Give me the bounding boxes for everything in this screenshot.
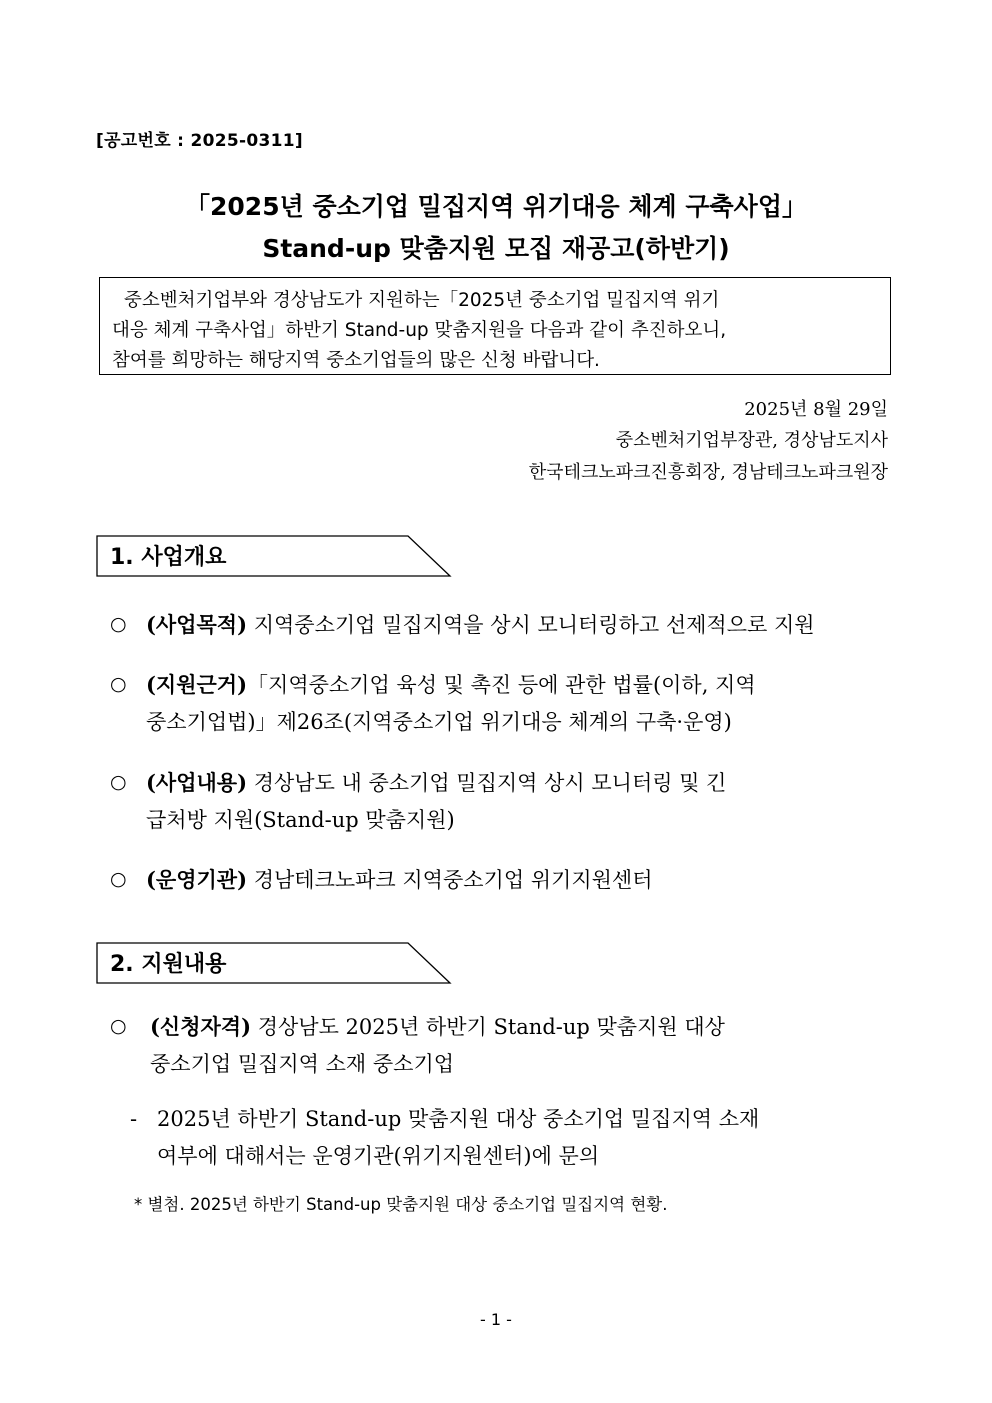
- intro-line3: 참여를 희망하는 해당지역 중소기업들의 많은 신청 바랍니다.: [112, 350, 600, 371]
- item-label: (지원근거): [146, 672, 248, 697]
- item-text: 「지역중소기업 육성 및 촉진 등에 관한 법률(이하, 지역: [247, 673, 756, 697]
- item-text: 경상남도 내 중소기업 밀집지역 상시 모니터링 및 긴: [247, 771, 727, 795]
- attachment-note: * 별첨. 2025년 하반기 Stand-up 맞춤지원 대상 중소기업 밀집지역 현황.: [134, 1195, 668, 1214]
- document-title-line2: Stand-up 맞춤지원 모집 재공고(하반기): [262, 234, 730, 263]
- page-number: - 1 -: [480, 1310, 512, 1329]
- bullet-icon: ○: [110, 771, 127, 793]
- list-item: [110, 764, 900, 839]
- bullet-icon: ○: [110, 673, 127, 695]
- item-text: 지역중소기업 밀집지역을 상시 모니터링하고 선제적으로 지원: [247, 613, 815, 637]
- intro-box: [99, 277, 891, 375]
- bullet-icon: ○: [110, 613, 127, 635]
- sub-list-item: [130, 1101, 900, 1175]
- section2-heading-tab: [96, 942, 452, 984]
- document-title-line1: 「2025년 중소기업 밀집지역 위기대응 체계 구축사업」: [185, 192, 807, 221]
- item-label: (사업목적): [146, 612, 248, 637]
- signatory-line2: 한국테크노파크진흥회장, 경남테크노파크원장: [528, 462, 888, 483]
- item-text: 경남테크노파크 지역중소기업 위기지원센터: [247, 868, 653, 892]
- item-label: (운영기관): [146, 867, 248, 892]
- section1-heading-tab: [96, 535, 452, 577]
- item-text: 경상남도 2025년 하반기 Stand-up 맞춤지원 대상: [251, 1015, 725, 1039]
- list-item: [110, 1008, 900, 1083]
- item-label: (신청자격): [150, 1014, 252, 1039]
- section1-heading: 1. 사업개요: [110, 545, 227, 570]
- intro-line2: 대응 체계 구축사업」하반기 Stand-up 맞춤지원을 다음과 같이 추진하오니,: [112, 320, 727, 341]
- item-text-cont: 급처방 지원(Stand-up 맞춤지원): [146, 808, 455, 832]
- sub-item-text: 2025년 하반기 Stand-up 맞춤지원 대상 중소기업 밀집지역 소재: [157, 1107, 760, 1131]
- item-label: (사업내용): [146, 770, 248, 795]
- notice-number: [공고번호 : 2025-0311]: [96, 131, 303, 151]
- signatory-line1: 중소벤처기업부장관, 경상남도지사: [615, 430, 888, 451]
- section2-heading: 2. 지원내용: [110, 952, 227, 977]
- dash-icon: -: [130, 1107, 138, 1131]
- bullet-icon: ○: [110, 868, 127, 890]
- item-text-cont: 중소기업법)」제26조(지역중소기업 위기대응 체계의 구축·운영): [146, 710, 732, 734]
- list-item: [110, 606, 900, 644]
- announcement-date: 2025년 8월 29일: [744, 399, 888, 420]
- sub-item-text-cont: 여부에 대해서는 운영기관(위기지원센터)에 문의: [157, 1144, 600, 1168]
- intro-line1: 중소벤처기업부와 경상남도가 지원하는「2025년 중소기업 밀집지역 위기: [124, 290, 720, 311]
- item-text-cont: 중소기업 밀집지역 소재 중소기업: [150, 1052, 455, 1076]
- bullet-icon: ○: [110, 1015, 127, 1037]
- list-item: [110, 861, 900, 899]
- list-item: [110, 666, 900, 741]
